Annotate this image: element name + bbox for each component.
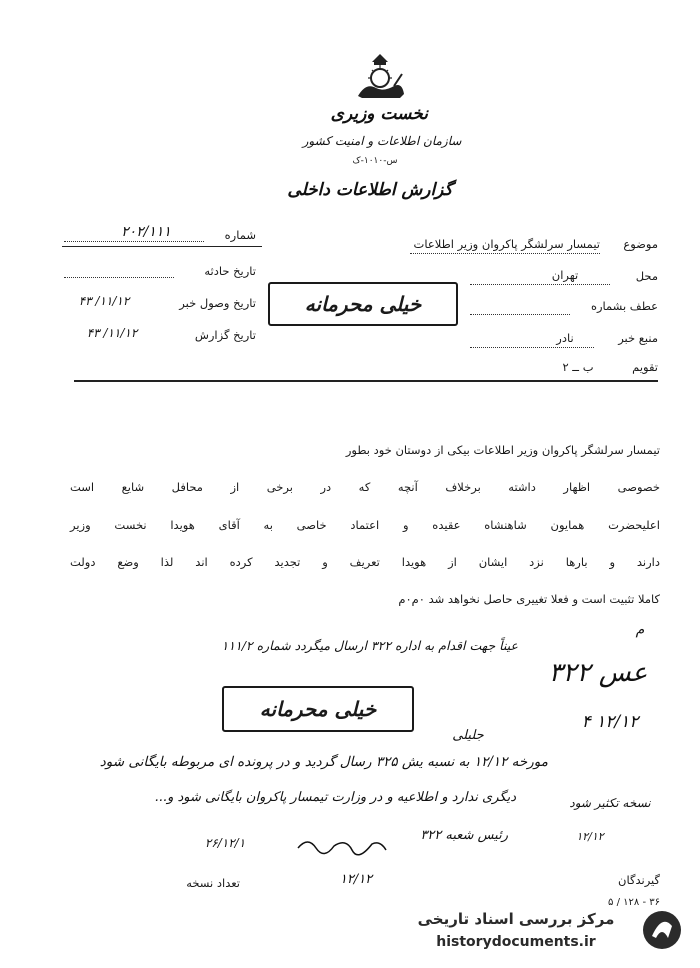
org-name: نخست وزیری <box>330 104 428 124</box>
body-line: دارند و بارها نزد ایشان از هویدا تعریف و تجدید کرده اند لذا وضع دولت <box>70 555 660 569</box>
archive-watermark <box>400 904 690 960</box>
incident-date-line <box>64 276 174 278</box>
lion-and-sun-emblem-icon <box>350 52 410 104</box>
hand-date: ۱۲/۱۲ ۴ <box>581 712 639 732</box>
header-rule-left <box>62 246 262 247</box>
archive-name: مرکز بررسی اسناد تاریخی <box>417 910 615 928</box>
place-label: محل <box>635 269 658 283</box>
org-subtitle: سازمان اطلاعات و امنیت کشور <box>302 134 462 148</box>
number-value: ۲۰۲/۱۱۱ <box>121 224 171 240</box>
secret-stamp: خیلی محرمانه <box>222 686 414 732</box>
body-line: کاملا تثبیت است و فعلا تغییری حاصل نخواهد شد ۰م۰م <box>398 592 660 606</box>
signature-scribble <box>294 834 390 858</box>
subject-value: تیمسار سرلشگر پاکروان وزیر اطلاعات <box>413 237 600 251</box>
receipt-date-label: تاریخ وصول خبر <box>179 296 256 310</box>
body-line: اعلیحضرت همایون شاهنشاه عقیده و اعتماد خاصی به آقای هویدا نخست وزیر <box>70 518 660 532</box>
top-secret-stamp: خیلی محرمانه <box>268 282 458 326</box>
body-line: خصوصی اظهار داشته برخلاف آنچه که در برخی از محافل شایع است <box>70 480 660 494</box>
annotation-line: مورخه ۱۲/۱۲ به نسبه یش ۳۲۵ رسال گردید و در پرونده ای مربوطه بایگانی شود <box>99 754 548 770</box>
source-label: منبع خبر <box>618 331 658 345</box>
copies-label: تعداد نسخه <box>186 876 240 890</box>
receipt-date-value: ۱۱/۱۲/ ۴۳ <box>78 294 130 308</box>
department-note: عس ۳۲۲ <box>548 658 648 688</box>
annotation-line: دیگری ندارد و اطلاعیه و در وزارت تیمسار پاکروان بایگانی شود و... <box>154 790 516 805</box>
rating-label: تقویم <box>632 360 658 374</box>
report-date-value: ۱۱/۱۲/ ۴۳ <box>86 326 138 340</box>
report-title: گزارش اطلاعات داخلی <box>287 180 453 200</box>
body-line: تیمسار سرلشگر پاکروان وزیر اطلاعات بیکی از دوستان خود بطور <box>345 443 660 457</box>
document-code: ۳۶ - ۱۲۸ / ۵ <box>608 897 660 908</box>
number-line <box>64 240 204 242</box>
source-value: نادر <box>556 331 574 345</box>
copy-note: نسخه تکثیر شود <box>569 796 651 810</box>
copies-value: ۱۲/۱۲ <box>339 872 373 887</box>
rating-value: ب ــ ۲ <box>562 360 594 374</box>
ref-line <box>470 313 570 315</box>
small-date: ۱۲/۱۲ <box>576 830 604 843</box>
place-line <box>470 283 610 285</box>
annotation-title: جلیلی <box>452 728 484 743</box>
form-code: س-۱۰۱۰-ک <box>352 156 398 166</box>
annotation-date: ۲۶/۱۲/۱ <box>204 836 246 850</box>
subject-label: موضوع <box>623 237 658 251</box>
source-line <box>470 346 594 348</box>
archive-logo-icon <box>640 908 684 952</box>
archive-site: historydocuments.ir <box>436 934 596 950</box>
subject-line <box>410 252 600 254</box>
place-value: تهران <box>551 268 579 282</box>
hand-mark: م <box>635 622 645 638</box>
forward-note: عیناً جهت اقدام به اداره ۳۲۲ ارسال میگردد شماره ۱۱۱/۲ <box>221 638 518 653</box>
section-rule <box>74 380 658 382</box>
number-label: شماره <box>224 228 256 242</box>
recipients-label: گیرندگان <box>618 873 660 887</box>
incident-date-label: تاریخ حادثه <box>204 264 256 278</box>
report-date-label: تاریخ گزارش <box>194 328 256 342</box>
annotation-signature-line: رئیس شعبه ۳۲۲ <box>420 828 508 843</box>
ref-label: عطف بشماره <box>590 299 658 313</box>
